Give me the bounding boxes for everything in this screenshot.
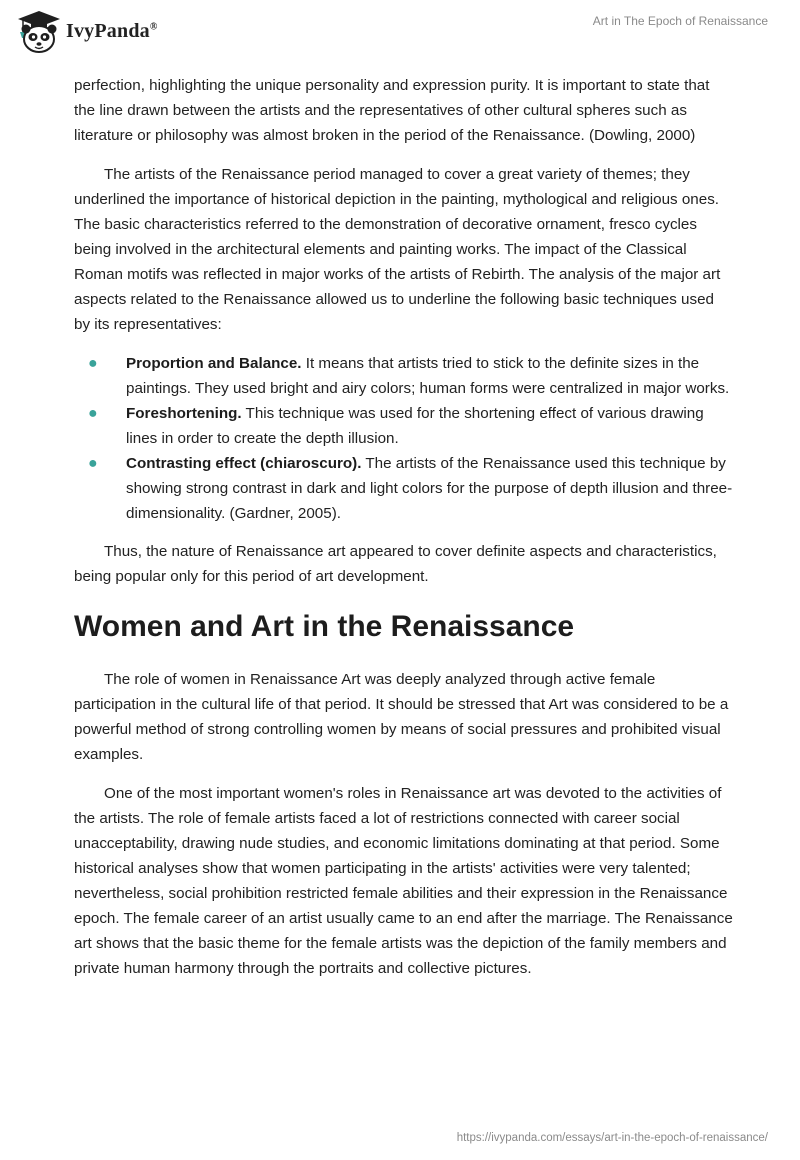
list-item: ● Foreshortening. This technique was used for the shortening effect of various drawing lines in order to create the depth illusion. <box>74 401 734 451</box>
list-item: ● Contrasting effect (chiaroscuro). The artists of the Renaissance used this technique by showing strong contrast in dark and light colors for the purpose of depth illusion and three-dimensionality. (Gardner, 2005). <box>74 451 734 526</box>
bullet-icon: ● <box>88 455 98 472</box>
paragraph: Thus, the nature of Renaissance art appeared to cover definite aspects and characteristics, being popular only for this period of art development. <box>74 543 717 585</box>
paragraph: perfection, highlighting the unique personality and expression purity. It is important to state that the line drawn between the artists and the representatives of other cultural spheres such as literature or philosophy was almost broken in the period of the Renaissance. (Dowling, 2000) <box>74 77 710 144</box>
techniques-list <box>74 351 734 526</box>
bullet-icon: ● <box>88 355 98 372</box>
section-heading: Women and Art in the Renaissance <box>74 610 575 643</box>
article-body <box>74 73 734 995</box>
brand-name: IvyPanda® <box>66 19 158 42</box>
bullet-icon: ● <box>88 405 98 422</box>
panda-graduation-cap-icon <box>14 8 64 54</box>
paragraph: The artists of the Renaissance period managed to cover a great variety of themes; they underlined the importance of historical depiction in the painting, mythological and religious ones. The basic characteristics referred to the demonstration of decorative ornament, fresco cycles being involved in the architectural elements and painting works. The impact of the Classical Roman motifs was reflected in major works of the artists of Rebirth. The analysis of the major art aspects related to the Renaissance allowed us to underline the following basic techniques used by its representatives: <box>74 166 721 333</box>
paragraph: One of the most important women's roles in Renaissance art was devoted to the activities of the artists. The role of female artists faced a lot of restrictions connected with career social unacceptability, drawing nude studies, and economic limitations dominating at that period. Some historical analyses show that women participating in the artists' activities were very talented; nevertheless, social prohibition restricted female abilities and their expression in the Renaissance epoch. The female career of an artist usually came to an end after the marriage. The Renaissance art shows that the basic theme for the female artists was the depiction of the family members and private human harmony through the portraits and collective pictures. <box>74 785 733 977</box>
paragraph: The role of women in Renaissance Art was deeply analyzed through active female participation in the cultural life of that period. It should be stressed that Art was considered to be a powerful method of strong controlling women by means of social pressures and prohibited visual examples. <box>74 671 729 763</box>
page-title: Art in The Epoch of Renaissance <box>592 14 768 28</box>
source-url[interactable]: https://ivypanda.com/essays/art-in-the-epoch-of-renaissance/ <box>456 1132 768 1144</box>
logo[interactable] <box>14 8 158 54</box>
list-item: ● Proportion and Balance. It means that artists tried to stick to the definite sizes in the paintings. They used bright and airy colors; human forms were centralized in major works. <box>74 351 734 401</box>
